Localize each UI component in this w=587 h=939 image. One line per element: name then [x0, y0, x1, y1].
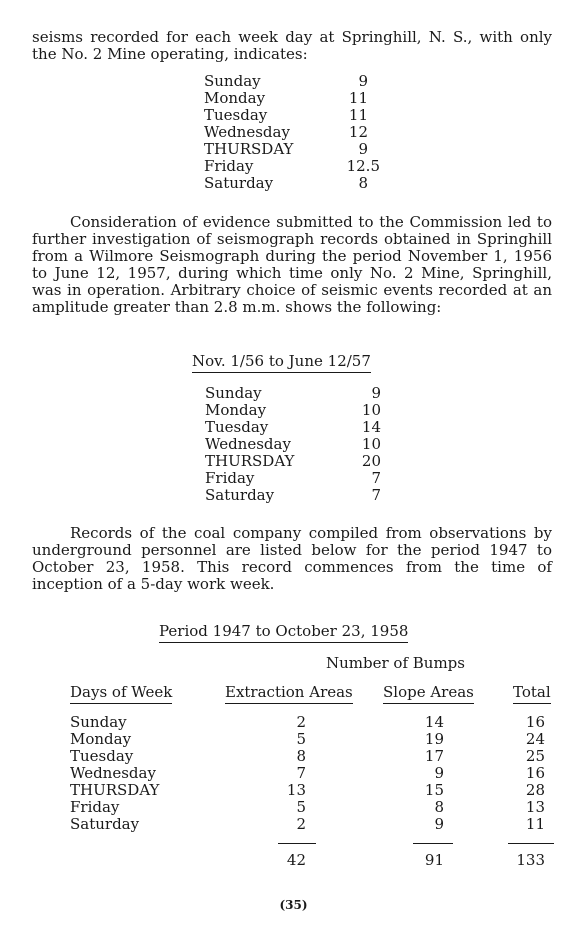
- extraction-value: 13: [286, 781, 306, 799]
- day-label: Saturday: [204, 174, 274, 192]
- table-row: [204, 124, 380, 141]
- total-value: 16: [525, 713, 545, 731]
- extraction-value: 5: [296, 730, 306, 748]
- day-label: Sunday: [205, 384, 262, 402]
- coal-company-text: Records of the coal company compiled from observations by underground personnel are listed below for the period 1947 to October 23, 1958. This record commences from the time of inception of a 5-day work week.: [32, 524, 552, 593]
- table3-caption: Period 1947 to October 23, 1958: [159, 622, 408, 643]
- day-label: Tuesday: [70, 747, 134, 765]
- extraction-value: 7: [296, 764, 306, 782]
- col-header-slope: Slope Areas: [383, 683, 474, 704]
- wilmore-seisms-table: [205, 385, 381, 504]
- table-row: [205, 453, 381, 470]
- day-value: 7: [371, 486, 381, 504]
- table-row: [205, 419, 381, 436]
- table-row: [205, 487, 381, 504]
- slope-value: 17: [424, 747, 444, 765]
- extraction-sum-rule: [278, 843, 316, 844]
- slope-value: 9: [434, 764, 444, 782]
- total-value: 13: [525, 798, 545, 816]
- extraction-value: 2: [296, 815, 306, 833]
- day-value: 7: [371, 469, 381, 487]
- day-value: 11: [348, 89, 368, 107]
- total-value: 16: [525, 764, 545, 782]
- table-row: [205, 470, 381, 487]
- day-label: Friday: [205, 469, 255, 487]
- table2-caption: Nov. 1/56 to June 12/57: [192, 352, 371, 373]
- slope-value: 15: [424, 781, 444, 799]
- extraction-value: 5: [296, 798, 306, 816]
- day-label: Tuesday: [204, 106, 268, 124]
- day-value: 12.5: [346, 157, 380, 175]
- day-label: Tuesday: [205, 418, 269, 436]
- intro-paragraph: [32, 29, 552, 63]
- table-row: [205, 436, 381, 453]
- day-value: 9: [358, 72, 368, 90]
- commission-text: Consideration of evidence submitted to the Commission led to further investigation of seismograph records obtained in Springhill from a Wilmore Seismograph during the period November 1, 1956 to June 12, 1957, during which time only No. 2 Mine, Springhill, was in operation. Arbitrary choice of seismic events recorded at an amplitude greater than 2.8 m.m. shows the following:: [32, 213, 552, 316]
- day-label: THURSDAY: [204, 140, 294, 158]
- day-value: 10: [361, 435, 381, 453]
- day-label: Sunday: [70, 713, 127, 731]
- day-value: 9: [371, 384, 381, 402]
- day-label: Wednesday: [204, 123, 290, 141]
- day-value: 9: [358, 140, 368, 158]
- day-value: 14: [361, 418, 381, 436]
- day-value: 10: [361, 401, 381, 419]
- total-value: 28: [525, 781, 545, 799]
- intro-text: seisms recorded for each week day at Springhill, N. S., with only the No. 2 Mine operating, indicates:: [32, 28, 552, 63]
- day-label: Sunday: [204, 72, 261, 90]
- slope-sum-rule: [413, 843, 453, 844]
- slope-value: 8: [434, 798, 444, 816]
- slope-sum: 91: [424, 851, 444, 869]
- day-value: 20: [361, 452, 381, 470]
- weekday-seisms-table: [204, 73, 380, 192]
- day-label: Monday: [204, 89, 266, 107]
- group-header: Number of Bumps: [326, 654, 465, 672]
- slope-value: 19: [424, 730, 444, 748]
- col-header-total: Total: [513, 683, 551, 704]
- table-row: [204, 90, 380, 107]
- commission-paragraph: [32, 214, 552, 316]
- table-row: [204, 175, 380, 192]
- day-value: 8: [358, 174, 368, 192]
- slope-value: 9: [434, 815, 444, 833]
- extraction-value: 2: [296, 713, 306, 731]
- day-value: 11: [348, 106, 368, 124]
- table-row: [204, 107, 380, 124]
- day-label: Saturday: [205, 486, 275, 504]
- table-row: [204, 141, 380, 158]
- page-number: (35): [279, 898, 308, 912]
- table-row: [204, 158, 380, 175]
- extraction-value: 8: [296, 747, 306, 765]
- day-label: Wednesday: [70, 764, 156, 782]
- day-label: Friday: [204, 157, 254, 175]
- total-value: 11: [525, 815, 545, 833]
- slope-value: 14: [424, 713, 444, 731]
- col-header-extraction: Extraction Areas: [225, 683, 353, 704]
- total-sum: 133: [516, 851, 545, 869]
- coal-company-paragraph: [32, 525, 552, 593]
- day-label: Saturday: [70, 815, 140, 833]
- table-row: [205, 402, 381, 419]
- table-row: [204, 73, 380, 90]
- total-value: 24: [525, 730, 545, 748]
- table-row: [205, 385, 381, 402]
- extraction-sum: 42: [286, 851, 306, 869]
- day-label: Monday: [205, 401, 267, 419]
- day-label: Friday: [70, 798, 120, 816]
- day-label: Wednesday: [205, 435, 291, 453]
- total-value: 25: [525, 747, 545, 765]
- day-label: THURSDAY: [70, 781, 160, 799]
- day-label: Monday: [70, 730, 132, 748]
- day-label: THURSDAY: [205, 452, 295, 470]
- col-header-days: Days of Week: [70, 683, 172, 704]
- total-sum-rule: [508, 843, 554, 844]
- day-value: 12: [348, 123, 368, 141]
